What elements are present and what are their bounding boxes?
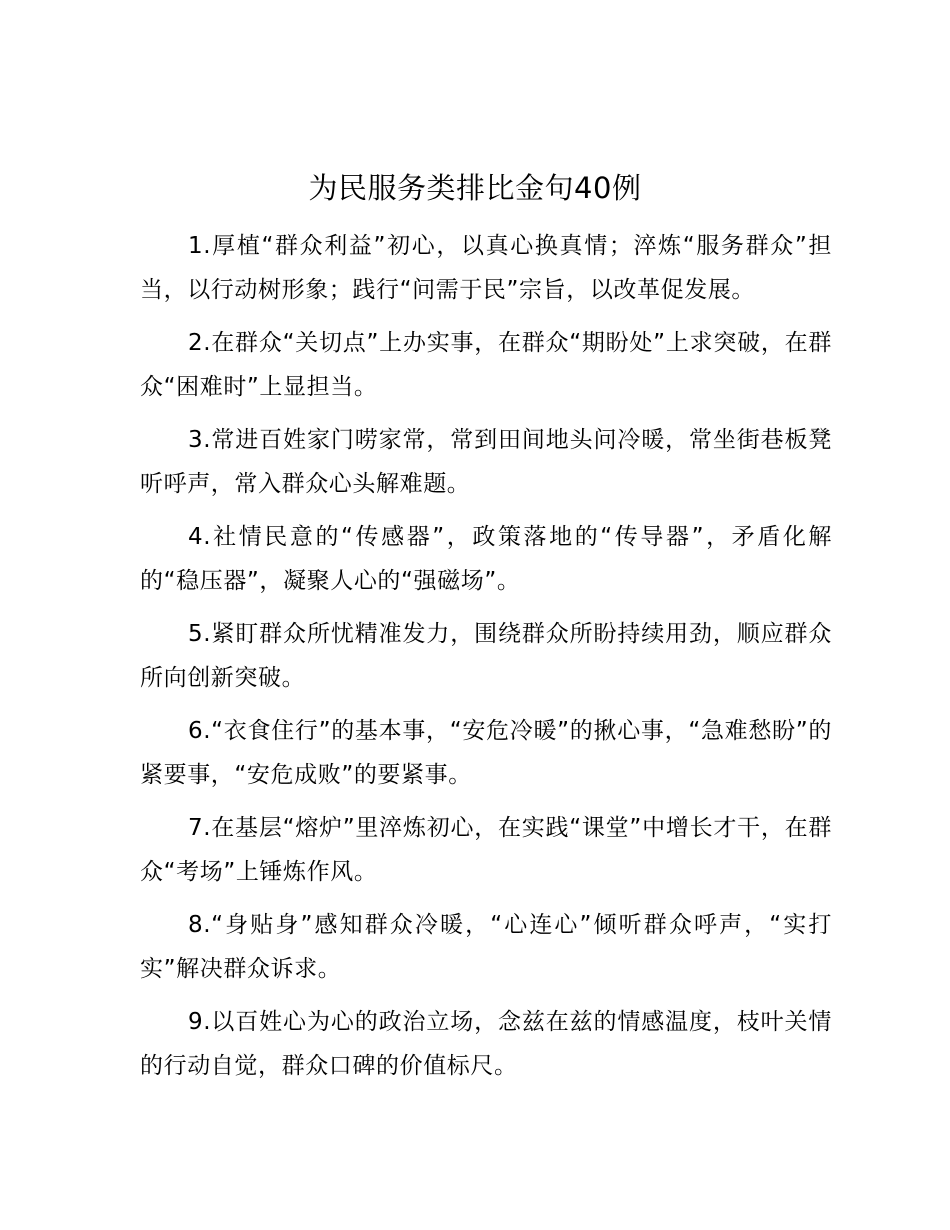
paragraph-9: 9.以百姓心为心的政治立场，念兹在兹的情感温度，枝叶关情的行动自觉，群众口碑的价值标尺。 xyxy=(140,1009,832,1079)
paragraph-4: 4.社情民意的“传感器”，政策落地的“传导器”，矛盾化解的“稳压器”，凝聚人心的“强磁场”。 xyxy=(140,524,832,594)
paragraph-7: 7.在基层“熔炉”里淬炼初心，在实践“课堂”中增长才干，在群众“考场”上锤炼作风。 xyxy=(140,815,832,885)
paragraph-6: 6.“衣食住行”的基本事，“安危冷暖”的揪心事，“急难愁盼”的紧要事，“安危成败”的要紧事。 xyxy=(140,718,832,788)
document-body xyxy=(140,225,832,1098)
paragraph-3: 3.常进百姓家门唠家常，常到田间地头问冷暖，常坐街巷板凳听呼声，常入群众心头解难题。 xyxy=(140,427,832,497)
paragraph-1: 1.厚植“群众利益”初心，以真心换真情；淬炼“服务群众”担当，以行动树形象；践行“问需于民”宗旨，以改革促发展。 xyxy=(140,233,832,303)
paragraph-5: 5.紧盯群众所忧精准发力，围绕群众所盼持续用劲，顺应群众所向创新突破。 xyxy=(140,621,832,691)
paragraph-2: 2.在群众“关切点”上办实事，在群众“期盼处”上求突破，在群众“困难时”上显担当。 xyxy=(140,330,832,400)
paragraph-8: 8.“身贴身”感知群众冷暖，“心连心”倾听群众呼声，“实打实”解决群众诉求。 xyxy=(140,912,832,982)
document-title: 为民服务类排比金句40例 xyxy=(308,171,642,205)
